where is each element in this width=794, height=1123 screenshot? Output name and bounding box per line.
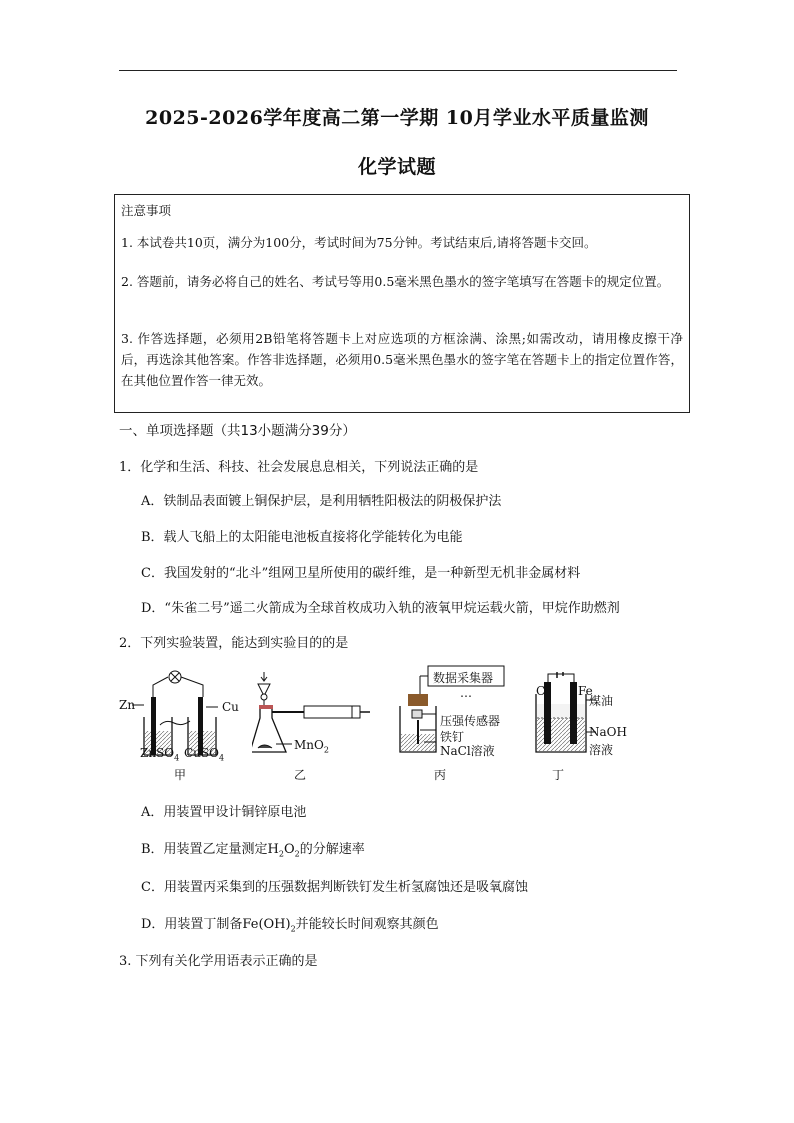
- conical-flask: [252, 708, 286, 752]
- label-fe: Fe: [578, 684, 593, 698]
- exam-title: 2025-2026学年度高二第一学期 10月学业水平质量监测: [145, 107, 649, 129]
- q2-option-a: A．用装置甲设计铜锌原电池: [141, 805, 307, 820]
- notice-box: [114, 194, 690, 413]
- notice-item-3: 3. 作答选择题，必须用2B铅笔将答题卡上对应选项的方框涂满、涂黑;如需改动，请用橡皮擦干净后，再选涂其他答案。作答非选择题，必须用0.5毫米黑色墨水的签字笔在答题卡上的指定位置作答，在其他位置作答一律无效。: [121, 331, 683, 388]
- fe-electrode: [570, 682, 577, 744]
- arrow-down-icon: [261, 672, 267, 681]
- label-dots: …: [460, 686, 472, 700]
- q1-option-b: B．载人飞船上的太阳能电池板直接将化学能转化为电能: [141, 530, 463, 545]
- wire-right: [181, 677, 203, 697]
- label-cu: Cu: [222, 700, 239, 714]
- label-cuso4: CuSO$_4$: [184, 746, 225, 763]
- dropping-funnel: [258, 684, 270, 694]
- label-zn: Zn: [119, 698, 136, 712]
- label-naoh-solution: 溶液: [589, 743, 614, 757]
- label-pressure-sensor: 压强传感器: [440, 714, 501, 728]
- stopcock: [261, 694, 267, 700]
- label-data-collector: 数据采集器: [433, 671, 494, 685]
- wire: [548, 674, 574, 682]
- section-heading: 一、单项选择题（共13小题满分39分）: [119, 423, 356, 439]
- caption-yi: 乙: [294, 768, 307, 782]
- stopper: [259, 705, 273, 709]
- label-iron-nail: 铁钉: [440, 730, 465, 744]
- q2-stem: 2．下列实验装置，能达到实验目的的是: [119, 636, 349, 651]
- q2-option-c: C．用装置丙采集到的压强数据判断铁钉发生析氢腐蚀还是吸氧腐蚀: [141, 880, 528, 895]
- q1-option-c: C．我国发射的“北斗”组网卫星所使用的碳纤维，是一种新型无机非金属材料: [141, 566, 581, 581]
- pressure-sensor: [412, 710, 422, 718]
- caption-jia: 甲: [174, 768, 187, 782]
- header-rule: [119, 70, 677, 71]
- label-nacl: NaCl溶液: [440, 744, 495, 758]
- wire-left: [153, 677, 168, 697]
- q2-option-b: B．用装置乙定量测定$H_2O_2$的分解速率: [141, 842, 365, 859]
- label-kerosene: 煤油: [589, 694, 614, 708]
- label-znso4: ZnSO$_4$: [140, 746, 180, 763]
- notice-item-2: 2. 答题前，请务必将自己的姓名、考试号等用0.5毫米黑色墨水的签字笔填写在答题卡的规定位置。: [121, 274, 670, 289]
- q1-option-d: D．“朱雀二号”遥二火箭成为全球首枚成功入轨的液氧甲烷运载火箭，甲烷作助燃剂: [141, 601, 620, 616]
- caption-ding: 丁: [552, 768, 565, 782]
- q2-option-d: D．用装置丁制备$Fe(OH)_2$并能较长时间观察其颜色: [141, 917, 439, 934]
- salt-bridge: [160, 721, 190, 725]
- label-mno2: MnO$_2$: [294, 738, 329, 755]
- exam-subject: 化学试题: [357, 156, 436, 178]
- apparatus-jia: [118, 665, 248, 765]
- label-naoh: NaOH: [589, 725, 627, 739]
- label-c: C: [536, 684, 546, 698]
- q3-stem: 3. 下列有关化学用语表示正确的是: [119, 954, 318, 969]
- stopper: [408, 694, 428, 706]
- caption-bing: 丙: [434, 768, 447, 782]
- notice-item-1: 1. 本试卷共10页，满分为100分，考试时间为75分钟。考试结束后,请将答题卡交回。: [121, 235, 597, 250]
- notice-heading: 注意事项: [121, 203, 172, 218]
- q1-stem: 1．化学和生活、科技、社会发展息息相关，下列说法正确的是: [119, 460, 479, 475]
- q1-option-a: A．铁制品表面镀上铜保护层，是利用牺牲阳极法的阴极保护法: [141, 494, 502, 509]
